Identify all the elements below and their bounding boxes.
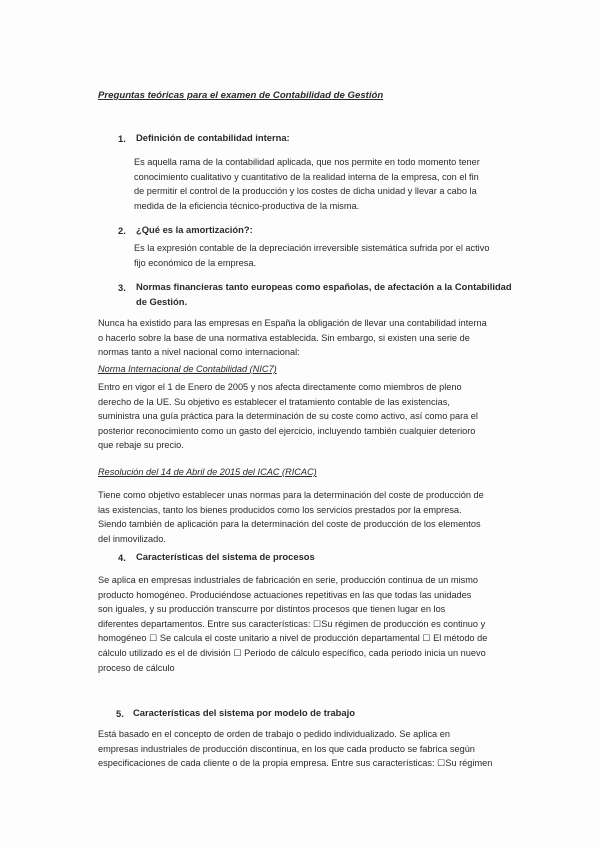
norma-line: que rebaje su precio. [98, 440, 184, 451]
q2-number: 2. [118, 225, 126, 236]
q4-line: son iguales, y su producción transcurre por distintos procesos que tienen lugar en los [98, 604, 446, 615]
q3-number: 3. [118, 282, 126, 293]
q4-line: producto homogéneo. Produciéndose actuaciones repetitivas en las que todas las unidades [98, 589, 472, 600]
document-title: Preguntas teóricas para el examen de Contabilidad de Gestión [98, 90, 384, 101]
q4-line: diferentes departamentos. Entre sus características: ☐Su régimen de producción es continuo y [98, 618, 486, 629]
q3-heading-line: Normas financieras tanto europeas como españolas, de afectación a la Contabilidad [136, 281, 512, 292]
q1-heading: Definición de contabilidad interna: [136, 132, 290, 143]
q3-heading-line: de Gestión. [136, 295, 188, 307]
norma-line: Entro en vigor el 1 de Enero de 2005 y nos afecta directamente como miembros de pleno [98, 382, 462, 392]
q2-heading: ¿Qué es la amortización?: [136, 224, 253, 235]
norma-line: suministra una guía práctica para la determinación de su coste como activo, así como para el [98, 411, 478, 422]
q3-intro-line: Nunca ha existido para las empresas en España la obligación de llevar una contabilidad interna [98, 318, 487, 328]
resolucion-line: del inmovilizado. [98, 533, 166, 544]
q4-line: proceso de cálculo [98, 662, 175, 673]
q3-heading [136, 280, 512, 309]
resolucion-line: Tiene como objetivo establecer unas normas para la determinación del coste de producción de [98, 490, 484, 500]
q5-number: 5. [116, 708, 124, 719]
q4-line: homogéneo ☐ Se calcula el coste unitario a nivel de producción departamental ☐ El método de [98, 633, 488, 644]
q1-line: conocimiento cualitativo y cuantitativo de la realidad interna de la empresa, con el fin [134, 171, 479, 182]
norma-paragraph [98, 380, 478, 453]
norma-line: derecho de la UE. Su objetivo es establecer el tratamiento contable de las existencias, [98, 396, 450, 407]
q4-line: Se aplica en empresas industriales de fabricación en serie, producción continua de un mismo [98, 575, 478, 585]
q2-line: fijo económico de la empresa. [134, 257, 257, 268]
q5-line: empresas industriales de producción discontinua, en los que cada producto se fabrica según [98, 743, 475, 754]
q4-line: cálculo utilizado es el de división ☐ Periodo de cálculo específico, cada periodo inicia un nuevo [98, 647, 486, 658]
norma-line: posterior reconocimiento como un gasto del ejercicio, incluyendo también cualquier deterioro [98, 425, 476, 436]
q5-heading: Características del sistema por modelo de trabajo [133, 707, 355, 718]
q3-intro [98, 316, 487, 360]
resolucion-line: las existencias, tanto los bienes producidos como los servicios prestados por la empresa. [98, 504, 462, 515]
q1-line: medida de la eficiencia técnico-productiva de la misma. [134, 200, 360, 211]
q5-line: especificaciones de cada cliente o de la propia empresa. Entre sus características: ☐Su régimen [98, 758, 493, 769]
q5-line: Está basado en el concepto de orden de trabajo o pedido individualizado. Se aplica en [98, 729, 450, 739]
q1-line: Es aquella rama de la contabilidad aplicada, que nos permite en todo momento tener [134, 157, 480, 167]
q1-answer [134, 155, 480, 213]
q3-intro-line: o hacerlo sobre la base de una normativa establecida. Sin embargo, si existen una serie de [98, 332, 470, 343]
q1-number: 1. [118, 133, 126, 144]
q2-line: Es la expresión contable de la depreciación irreversible sistemática sufrida por el activo [134, 243, 490, 253]
resolucion-title: Resolución del 14 de Abril de 2015 del ICAC (RICAC) [98, 467, 317, 477]
q4-heading: Características del sistema de procesos [136, 551, 315, 562]
q2-answer [134, 241, 489, 270]
q4-number: 4. [118, 552, 126, 563]
norma-title: Norma Internacional de Contabilidad (NIC7) [98, 364, 277, 374]
q5-answer [98, 727, 492, 771]
q1-line: de permitir el control de la producción y los costes de dicha unidad y llevar a cabo la [134, 186, 477, 197]
q4-answer [98, 573, 487, 675]
resolucion-paragraph [98, 488, 484, 546]
resolucion-line: Siendo también de aplicación para la determinación del coste de producción de los elementos [98, 519, 481, 530]
q3-intro-line: normas tanto a nivel nacional como internacional: [98, 347, 300, 358]
